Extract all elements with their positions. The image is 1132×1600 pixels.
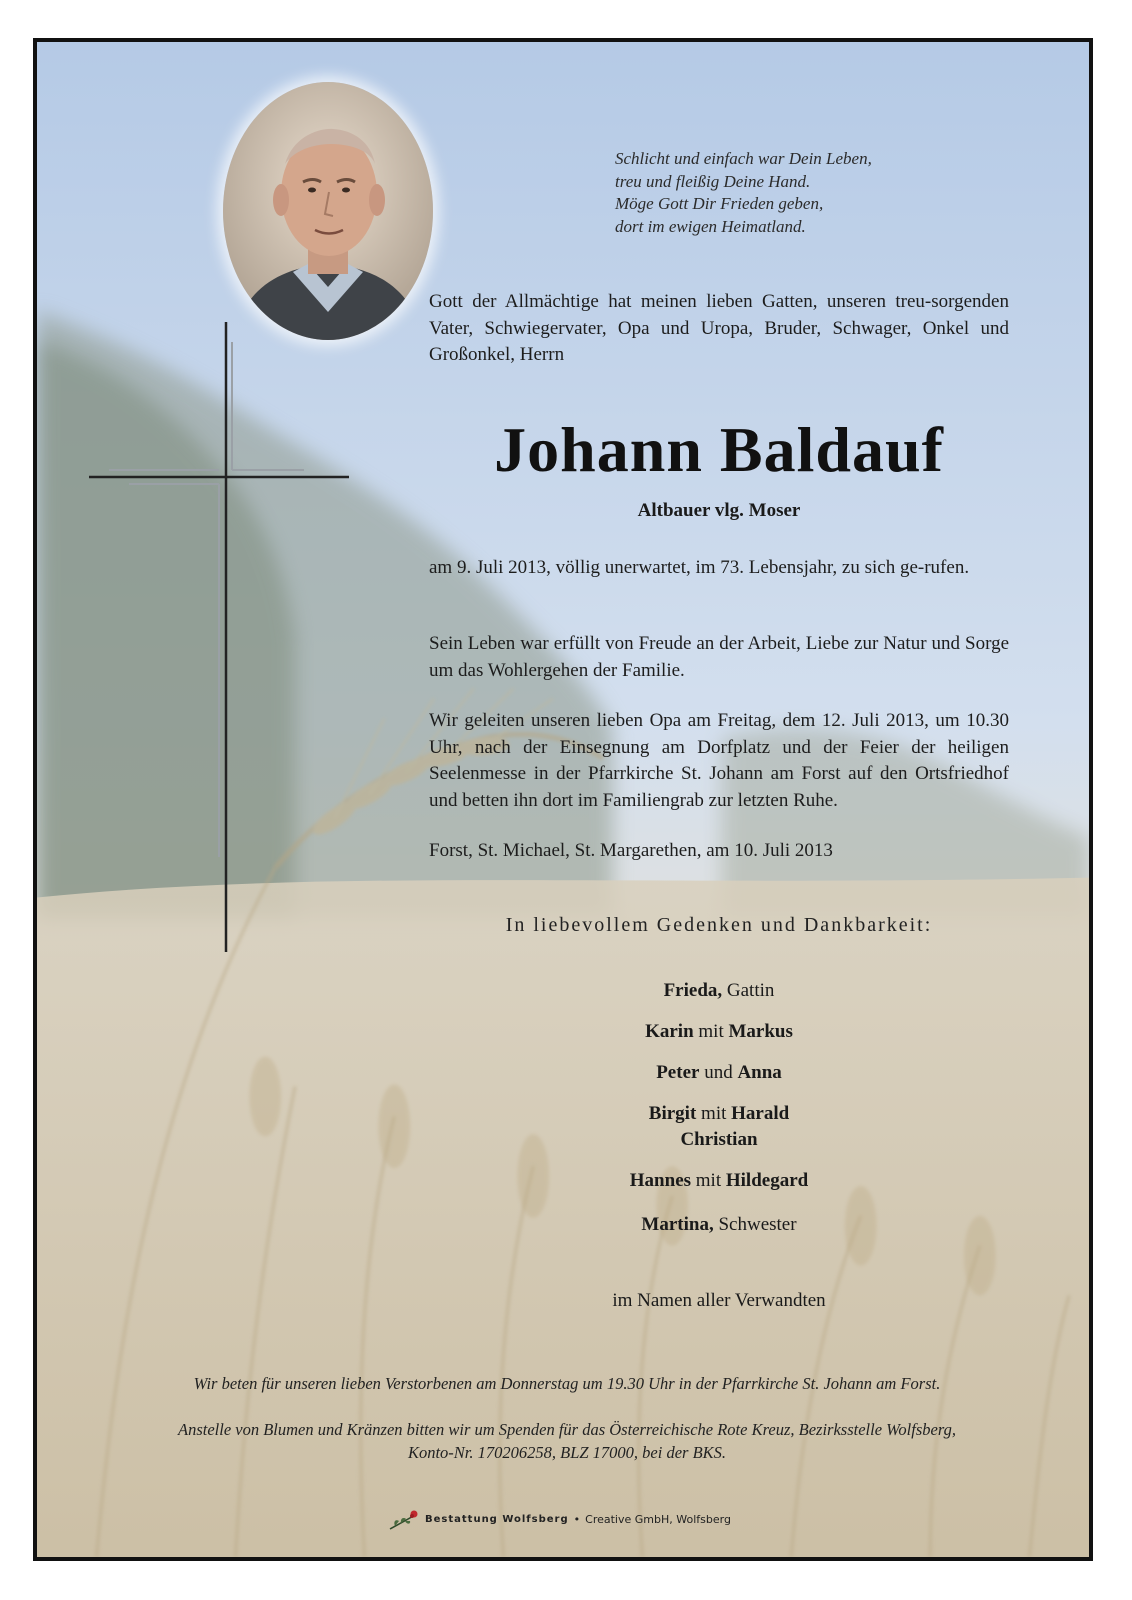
family-name: Anna — [737, 1062, 782, 1083]
prayer-note: Wir beten für unseren lieben Verstorbenen am Donnerstag um 19.30 Uhr in der Pfarrkirche St. Johann am Forst. — [193, 1374, 941, 1393]
family-name: Birgit — [648, 1103, 697, 1124]
funeral-home-footer — [387, 1506, 787, 1532]
family-name: Hildegard — [725, 1170, 809, 1191]
family-connector: mit — [698, 1021, 724, 1042]
portrait-photo — [223, 82, 433, 340]
family-name: Frieda, — [663, 980, 723, 1001]
poem-line: treu und fleißig Deine Hand. — [615, 171, 811, 191]
deceased-title: Altbauer vlg. Moser — [637, 500, 801, 521]
funeral-details-text: Wir geleiten unseren lieben Opa am Freitag, dem 12. Juli 2013, um 10.30 Uhr, nach der Einsegnung am Dorfplatz und der Feier der heiligen Seelenmesse in der Pfarrkirche St. Johann am Forst auf den Ortsfriedhof und betten ihn dort im Familiengrab zur letzten Ruhe. — [429, 710, 1009, 811]
family-entry — [429, 1019, 1009, 1045]
donation-note — [77, 1418, 1057, 1464]
family-name: Christian — [680, 1129, 758, 1150]
family-role: Schwester — [718, 1214, 797, 1235]
family-entry — [429, 1212, 1009, 1238]
flower-logo-icon — [387, 1507, 421, 1531]
family-role: Gattin — [726, 980, 775, 1001]
family-name: Peter — [656, 1062, 700, 1083]
place-date-text: Forst, St. Michael, St. Margarethen, am 10. Juli 2013 — [429, 840, 833, 861]
relatives-text: im Namen aller Verwandten — [612, 1290, 826, 1311]
family-list — [429, 978, 1009, 1238]
poem-line: Schlicht und einfach war Dein Leben, — [615, 149, 872, 168]
family-entry — [429, 978, 1009, 1004]
poem-line: Möge Gott Dir Frieden geben, — [615, 194, 824, 213]
poem-line: dort im ewigen Heimatland. — [615, 216, 806, 236]
donation-line: Anstelle von Blumen und Kränzen bitten wir um Spenden für das Österreichische Rote Kreuz, Bezirksstelle Wolfsberg, — [178, 1420, 956, 1439]
intro-text: Gott der Allmächtige hat meinen lieben Gatten, unseren treu-sorgenden Vater, Schwiegervater, Opa und Uropa, Bruder, Schwager, Onkel und Großonkel, Herrn — [429, 291, 1009, 365]
memorial-poem — [615, 148, 995, 238]
cross-icon — [89, 322, 359, 962]
family-connector: mit — [695, 1170, 722, 1191]
donation-line: Konto-Nr. 170206258, BLZ 17000, bei der BKS. — [407, 1443, 727, 1462]
family-name: Martina, — [641, 1214, 714, 1235]
remembrance-heading: In liebevollem Gedenken und Dankbarkeit: — [505, 914, 933, 936]
family-name: Hannes — [629, 1170, 692, 1191]
family-name: Markus — [728, 1021, 793, 1042]
separator: • — [573, 1512, 581, 1526]
family-entry — [429, 1060, 1009, 1086]
life-text: Sein Leben war erfüllt von Freude an der Arbeit, Liebe zur Natur und Sorge um das Wohlergehen der Familie. — [429, 633, 1009, 681]
brand-name: Bestattung Wolfsberg — [425, 1513, 569, 1525]
family-name: Karin — [645, 1021, 694, 1042]
family-name: Harald — [731, 1103, 790, 1124]
family-entry — [429, 1168, 1009, 1194]
family-entry — [429, 1101, 1009, 1127]
death-notice-text: am 9. Juli 2013, völlig unerwartet, im 73. Lebensjahr, zu sich ge-rufen. — [429, 557, 970, 578]
deceased-name: Johann Baldauf — [494, 414, 944, 485]
family-connector: und — [704, 1062, 733, 1083]
family-entry — [429, 1127, 1009, 1153]
family-connector: mit — [701, 1103, 727, 1124]
obituary-card — [33, 38, 1093, 1561]
company-name: Creative GmbH, Wolfsberg — [585, 1512, 731, 1526]
